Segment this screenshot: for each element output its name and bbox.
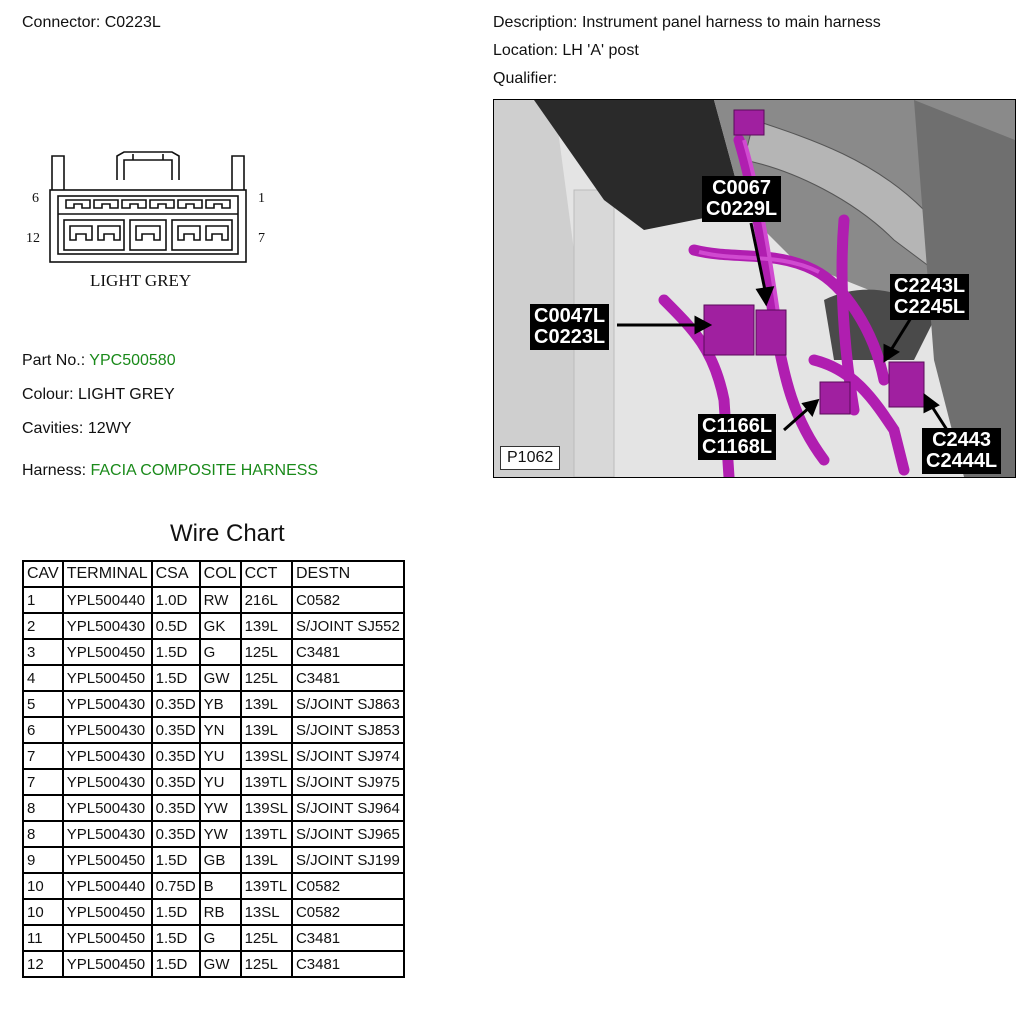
cell-cav: 2 <box>23 613 63 639</box>
wire-chart-table <box>22 560 405 978</box>
pin-label-top-right: 1 <box>258 191 265 206</box>
part-number-line <box>22 352 176 370</box>
callout-line: C0229L <box>706 198 778 220</box>
cell-cct: 125L <box>241 951 292 977</box>
table-row <box>23 691 404 717</box>
table-row <box>23 587 404 613</box>
cell-cct: 139TL <box>241 769 292 795</box>
cell-col: RW <box>200 587 241 613</box>
callout-line: C1168L <box>702 436 773 458</box>
header-cav: CAV <box>23 561 63 587</box>
cell-terminal: YPL500430 <box>63 717 152 743</box>
cell-csa: 0.35D <box>152 769 200 795</box>
cell-terminal: YPL500450 <box>63 951 152 977</box>
callout-line: C0223L <box>534 326 606 348</box>
cell-cct: 125L <box>241 925 292 951</box>
cell-cav: 12 <box>23 951 63 977</box>
location-value: LH 'A' post <box>562 42 639 59</box>
description-label: Description: <box>493 14 578 31</box>
table-row <box>23 847 404 873</box>
cell-csa: 0.35D <box>152 717 200 743</box>
cell-terminal: YPL500430 <box>63 743 152 769</box>
cell-col: GK <box>200 613 241 639</box>
cell-csa: 1.5D <box>152 847 200 873</box>
cell-destn: C3481 <box>292 925 404 951</box>
location-photo <box>493 99 1016 478</box>
colour-value: LIGHT GREY <box>78 386 175 403</box>
header-destn: DESTN <box>292 561 404 587</box>
callout-line: C2444L <box>926 450 998 472</box>
cell-cct: 139L <box>241 847 292 873</box>
cell-col: GW <box>200 951 241 977</box>
cell-destn: S/JOINT SJ964 <box>292 795 404 821</box>
table-row <box>23 613 404 639</box>
cell-csa: 0.35D <box>152 691 200 717</box>
cell-terminal: YPL500430 <box>63 795 152 821</box>
header-cct: CCT <box>241 561 292 587</box>
cell-cct: 139TL <box>241 821 292 847</box>
cell-destn: S/JOINT SJ863 <box>292 691 404 717</box>
callout-c0047l-c0223l <box>530 304 609 350</box>
pin-label-bottom-left: 12 <box>26 231 40 246</box>
cell-cav: 10 <box>23 899 63 925</box>
header-col: COL <box>200 561 241 587</box>
callout-line: C2245L <box>894 296 966 318</box>
cell-destn: S/JOINT SJ974 <box>292 743 404 769</box>
cell-destn: C0582 <box>292 873 404 899</box>
callout-line: C0047L <box>534 305 606 327</box>
qualifier-line <box>493 70 557 88</box>
cell-destn: C3481 <box>292 639 404 665</box>
cell-cct: 125L <box>241 665 292 691</box>
connector-value: C0223L <box>104 14 161 31</box>
cell-terminal: YPL500450 <box>63 899 152 925</box>
cell-cav: 7 <box>23 769 63 795</box>
cell-col: RB <box>200 899 241 925</box>
cell-destn: S/JOINT SJ975 <box>292 769 404 795</box>
part-number-value[interactable]: YPC500580 <box>89 352 176 369</box>
cavities-line <box>22 420 131 438</box>
cell-csa: 0.35D <box>152 795 200 821</box>
colour-label: Colour: <box>22 386 74 403</box>
table-row <box>23 665 404 691</box>
cell-destn: C0582 <box>292 899 404 925</box>
photo-reference-label: P1062 <box>500 446 560 470</box>
table-row <box>23 717 404 743</box>
table-row <box>23 769 404 795</box>
table-row <box>23 795 404 821</box>
cell-col: G <box>200 925 241 951</box>
cell-destn: S/JOINT SJ965 <box>292 821 404 847</box>
cell-cct: 139SL <box>241 795 292 821</box>
cell-csa: 1.5D <box>152 899 200 925</box>
harness-value[interactable]: FACIA COMPOSITE HARNESS <box>90 462 319 479</box>
cell-cct: 216L <box>241 587 292 613</box>
cell-csa: 1.0D <box>152 587 200 613</box>
harness-line <box>22 462 318 480</box>
cell-col: YW <box>200 795 241 821</box>
cell-terminal: YPL500440 <box>63 587 152 613</box>
cell-cav: 8 <box>23 795 63 821</box>
callout-line: C2243L <box>894 275 966 297</box>
cell-csa: 0.35D <box>152 743 200 769</box>
connector-face-diagram <box>20 150 280 300</box>
cell-terminal: YPL500450 <box>63 639 152 665</box>
cell-cct: 139SL <box>241 743 292 769</box>
description-value: Instrument panel harness to main harness <box>581 14 881 31</box>
header-terminal: TERMINAL <box>63 561 152 587</box>
colour-line <box>22 386 175 404</box>
cell-cct: 139L <box>241 717 292 743</box>
connector-label: Connector: <box>22 14 101 31</box>
cell-terminal: YPL500430 <box>63 613 152 639</box>
callout-c2443-c2444l <box>922 428 1001 474</box>
cell-cav: 7 <box>23 743 63 769</box>
harness-label: Harness: <box>22 462 87 479</box>
wire-chart-title: Wire Chart <box>170 520 285 547</box>
part-number-label: Part No.: <box>22 352 86 369</box>
cell-destn: C3481 <box>292 951 404 977</box>
table-row <box>23 821 404 847</box>
cell-terminal: YPL500430 <box>63 691 152 717</box>
cell-csa: 0.5D <box>152 613 200 639</box>
cell-terminal: YPL500450 <box>63 925 152 951</box>
cell-terminal: YPL500430 <box>63 769 152 795</box>
cell-cav: 3 <box>23 639 63 665</box>
description-line <box>493 14 881 32</box>
cell-col: YU <box>200 743 241 769</box>
cell-cct: 125L <box>241 639 292 665</box>
table-row <box>23 925 404 951</box>
callout-line: C1166L <box>702 415 773 437</box>
cell-cav: 11 <box>23 925 63 951</box>
location-line <box>493 42 639 60</box>
cell-cav: 4 <box>23 665 63 691</box>
callout-c0067-c0229l <box>702 176 781 222</box>
callout-line: C2443 <box>932 429 992 451</box>
cell-col: G <box>200 639 241 665</box>
cell-col: B <box>200 873 241 899</box>
cell-cav: 9 <box>23 847 63 873</box>
cell-csa: 1.5D <box>152 951 200 977</box>
cell-csa: 0.75D <box>152 873 200 899</box>
callout-c2243l-c2245l <box>890 274 969 320</box>
cavities-label: Cavities: <box>22 420 84 437</box>
cell-terminal: YPL500440 <box>63 873 152 899</box>
cell-cav: 8 <box>23 821 63 847</box>
cell-csa: 1.5D <box>152 925 200 951</box>
cell-col: GW <box>200 665 241 691</box>
pin-label-top-left: 6 <box>32 191 39 206</box>
cell-cav: 5 <box>23 691 63 717</box>
header-csa: CSA <box>152 561 200 587</box>
cell-cav: 10 <box>23 873 63 899</box>
cell-destn: S/JOINT SJ199 <box>292 847 404 873</box>
cell-terminal: YPL500450 <box>63 847 152 873</box>
cell-destn: S/JOINT SJ853 <box>292 717 404 743</box>
cell-csa: 1.5D <box>152 665 200 691</box>
cell-destn: S/JOINT SJ552 <box>292 613 404 639</box>
cell-cav: 6 <box>23 717 63 743</box>
cell-cav: 1 <box>23 587 63 613</box>
wire-chart-header-row <box>23 561 404 587</box>
table-row <box>23 639 404 665</box>
cell-col: YB <box>200 691 241 717</box>
table-row <box>23 743 404 769</box>
cell-terminal: YPL500430 <box>63 821 152 847</box>
cell-cct: 139TL <box>241 873 292 899</box>
qualifier-label: Qualifier: <box>493 70 558 87</box>
diagram-caption: LIGHT GREY <box>90 271 192 290</box>
cell-cct: 139L <box>241 691 292 717</box>
cell-col: YU <box>200 769 241 795</box>
table-row <box>23 899 404 925</box>
cell-destn: C0582 <box>292 587 404 613</box>
cell-destn: C3481 <box>292 665 404 691</box>
connector-line <box>22 14 161 32</box>
cell-terminal: YPL500450 <box>63 665 152 691</box>
wire-chart-body <box>23 587 404 977</box>
callout-line: C0067 <box>712 177 772 199</box>
pin-label-bottom-right: 7 <box>258 231 265 246</box>
cavities-value: 12WY <box>87 420 132 437</box>
cell-col: YW <box>200 821 241 847</box>
cell-csa: 0.35D <box>152 821 200 847</box>
cell-cct: 13SL <box>241 899 292 925</box>
table-row <box>23 873 404 899</box>
cell-csa: 1.5D <box>152 639 200 665</box>
table-row <box>23 951 404 977</box>
cell-cct: 139L <box>241 613 292 639</box>
callout-c1166l-c1168l <box>698 414 776 460</box>
cell-col: YN <box>200 717 241 743</box>
location-label: Location: <box>493 42 558 59</box>
cell-col: GB <box>200 847 241 873</box>
